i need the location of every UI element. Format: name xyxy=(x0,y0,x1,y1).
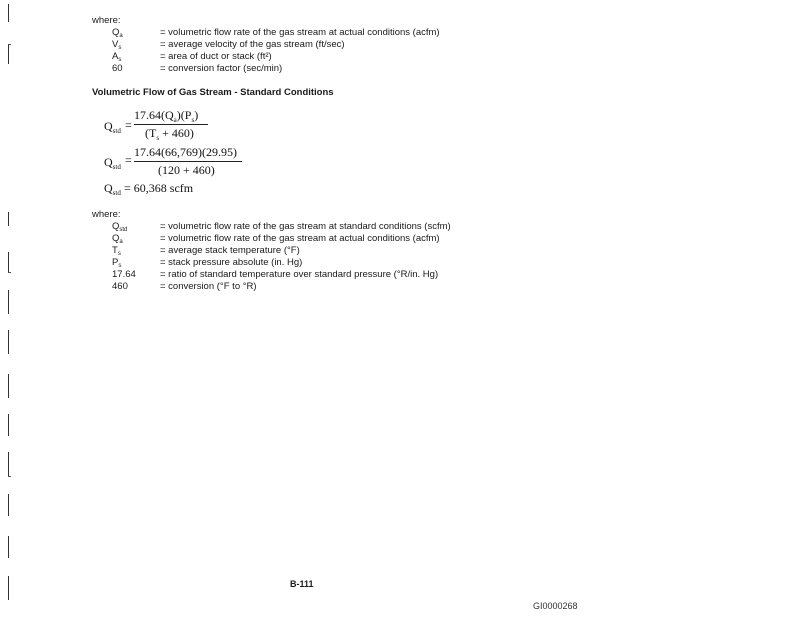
eq-lhs: $Q_{std}$ xyxy=(104,155,121,171)
document-id: GI0000268 xyxy=(533,601,578,611)
scan-mark xyxy=(8,252,9,272)
def-symbol: $Q_{std}$ xyxy=(112,221,128,233)
scan-mark xyxy=(8,212,9,226)
scan-mark xyxy=(8,494,9,516)
scan-mark xyxy=(8,476,11,477)
def-symbol: $A_s$ xyxy=(112,51,122,63)
def-description: = average velocity of the gas stream (ft/sec) xyxy=(160,39,345,50)
scan-mark xyxy=(8,374,9,398)
def-description: = volumetric flow rate of the gas stream at standard conditions (scfm) xyxy=(160,221,451,232)
def-description: = conversion factor (sec/min) xyxy=(160,63,283,74)
scan-mark xyxy=(8,44,9,64)
scan-mark xyxy=(8,290,9,314)
def-description: = area of duct or stack (ft²) xyxy=(160,51,272,62)
def-symbol: $V_s$ xyxy=(112,39,122,51)
scan-mark xyxy=(8,452,9,476)
def-symbol: 60 xyxy=(112,63,123,74)
eq-numerator: $17.64(Q_a)(P_s)$ xyxy=(134,108,199,124)
scan-mark xyxy=(8,272,11,273)
fraction-bar xyxy=(134,161,242,162)
fraction-bar xyxy=(134,124,208,125)
def-symbol: $Q_a$ xyxy=(112,233,123,245)
def-symbol: $T_s$ xyxy=(112,245,121,257)
def-description: = average stack temperature (°F) xyxy=(160,245,300,256)
def-symbol: $Q_a$ xyxy=(112,27,123,39)
scan-mark xyxy=(8,536,9,558)
def-symbol: 17.64 xyxy=(112,269,136,280)
def-description: = stack pressure absolute (in. Hg) xyxy=(160,257,303,268)
def-description: = ratio of standard temperature over standard pressure (°R/in. Hg) xyxy=(160,269,439,280)
def-symbol: $P_s$ xyxy=(112,257,122,269)
def-description: = volumetric flow rate of the gas stream at actual conditions (acfm) xyxy=(160,27,440,38)
eq-lhs: $Q_{std}$ xyxy=(104,181,121,197)
eq-denominator: $(T_s + 460)$ xyxy=(145,126,194,142)
scan-mark xyxy=(8,414,9,436)
def-description: = volumetric flow rate of the gas stream at actual conditions (acfm) xyxy=(160,233,440,244)
scan-mark xyxy=(8,576,9,600)
eq-denominator: (120 + 460) xyxy=(158,163,215,177)
scan-mark xyxy=(8,4,9,22)
eq-operator: = xyxy=(125,118,132,132)
eq-operator: = xyxy=(125,153,132,167)
def-symbol: 460 xyxy=(112,281,128,292)
where-label-2: where: xyxy=(92,209,121,220)
eq-lhs: $Q_{std}$ xyxy=(104,119,121,135)
section-heading: Volumetric Flow of Gas Stream - Standard Conditions xyxy=(92,87,334,98)
where-label-1: where: xyxy=(92,15,121,26)
scan-mark xyxy=(8,44,11,45)
def-description: = conversion (°F to °R) xyxy=(160,281,257,292)
scan-mark xyxy=(8,330,9,354)
eq-numerator: 17.64(66,769)(29.95) xyxy=(134,145,237,159)
eq-result: = 60,368 scfm xyxy=(124,181,194,195)
page-number: B-111 xyxy=(290,579,314,589)
